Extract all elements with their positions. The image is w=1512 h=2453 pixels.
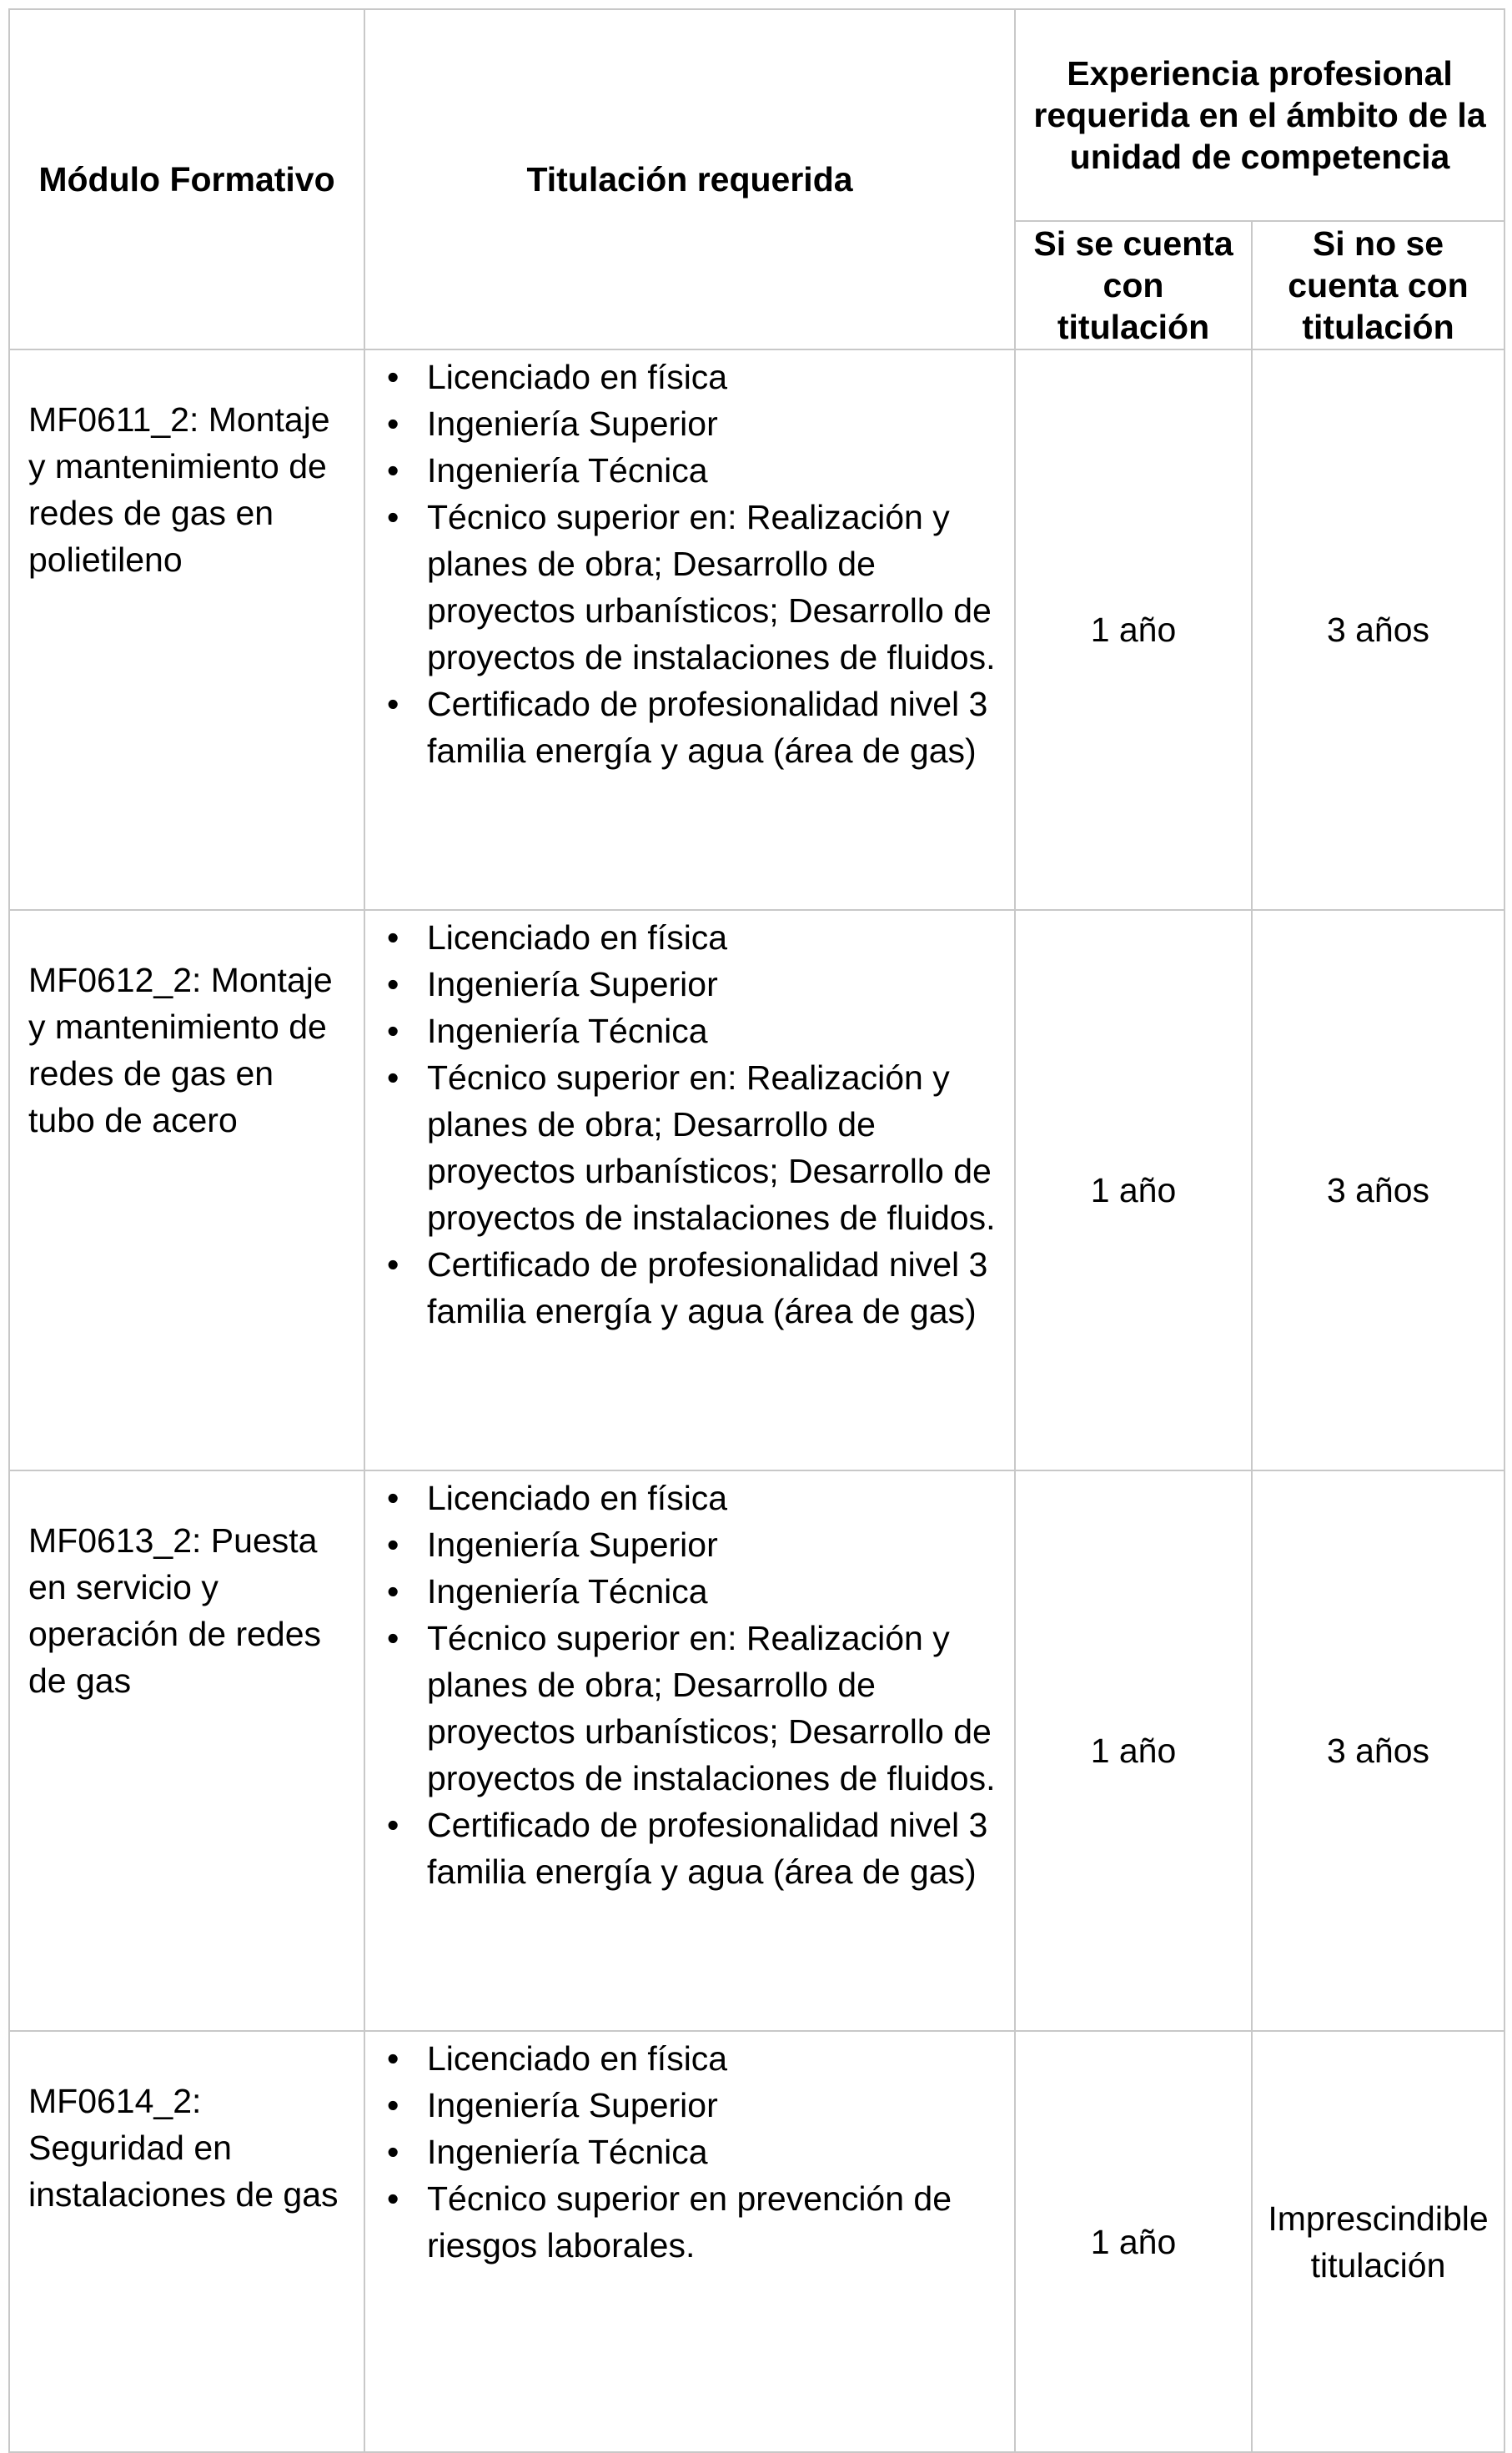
titulacion-list-item: • Ingeniería Técnica [427,2129,1006,2175]
titulacion-cell [364,1470,1015,2031]
modulo-formativo-cell: MF0611_2: Montaje y mantenimiento de redes de gas en polietileno [9,349,364,910]
titulacion-list-item: • Ingeniería Técnica [427,1568,1006,1615]
modulo-formativo-cell: MF0612_2: Montaje y mantenimiento de redes de gas en tubo de acero [9,910,364,1470]
table-row [9,349,1504,910]
experiencia-con-titulacion-cell: 1 año [1015,349,1252,910]
table-body [9,349,1504,2452]
experiencia-sin-titulacion-cell: Imprescindible titulación [1252,2031,1504,2452]
header-con-titulacion: Si se cuenta con titulación [1015,221,1252,349]
titulacion-list-item: • Ingeniería Superior [427,961,1006,1008]
titulacion-list-item: • Licenciado en física [427,2035,1006,2082]
header-sin-titulacion: Si no se cuenta con titulación [1252,221,1504,349]
titulacion-list-item: • Licenciado en física [427,1475,1006,1521]
table-row [9,2031,1504,2452]
experiencia-con-titulacion-cell: 1 año [1015,1470,1252,2031]
experiencia-con-titulacion-cell: 1 año [1015,2031,1252,2452]
requirements-table [8,8,1505,2453]
titulacion-list-item: • Certificado de profesionalidad nivel 3 familia energía y agua (área de gas) [427,681,1006,774]
titulacion-list-item: • Certificado de profesionalidad nivel 3 familia energía y agua (área de gas) [427,1241,1006,1335]
titulacion-list [365,2035,1006,2269]
header-titulacion-requerida: Titulación requerida [364,9,1015,349]
titulacion-list-item: • Técnico superior en: Realización y planes de obra; Desarrollo de proyectos urbanísticos; Desarrollo de proyectos de instalaciones de fluidos. [427,494,1006,681]
experiencia-sin-titulacion-cell: 3 años [1252,910,1504,1470]
modulo-formativo-cell: MF0614_2: Seguridad en instalaciones de gas [9,2031,364,2452]
titulacion-list-item: • Técnico superior en: Realización y planes de obra; Desarrollo de proyectos urbanísticos; Desarrollo de proyectos de instalaciones de fluidos. [427,1615,1006,1802]
titulacion-list-item: • Licenciado en física [427,914,1006,961]
titulacion-list [365,354,1006,774]
titulacion-cell [364,349,1015,910]
titulacion-list-item: • Técnico superior en: Realización y planes de obra; Desarrollo de proyectos urbanísticos; Desarrollo de proyectos de instalaciones de fluidos. [427,1054,1006,1241]
titulacion-cell [364,2031,1015,2452]
modulo-formativo-cell: MF0613_2: Puesta en servicio y operación de redes de gas [9,1470,364,2031]
header-experiencia-profesional: Experiencia profesional requerida en el ámbito de la unidad de competencia [1015,9,1504,221]
titulacion-list-item: • Ingeniería Superior [427,400,1006,447]
titulacion-list [365,1475,1006,1895]
titulacion-list [365,914,1006,1335]
experiencia-sin-titulacion-cell: 3 años [1252,1470,1504,2031]
header-modulo-formativo: Módulo Formativo [9,9,364,349]
titulacion-list-item: • Certificado de profesionalidad nivel 3 familia energía y agua (área de gas) [427,1802,1006,1895]
titulacion-list-item: • Técnico superior en prevención de riesgos laborales. [427,2175,1006,2269]
titulacion-cell [364,910,1015,1470]
titulacion-list-item: • Ingeniería Superior [427,1521,1006,1568]
titulacion-list-item: • Licenciado en física [427,354,1006,400]
experiencia-con-titulacion-cell: 1 año [1015,910,1252,1470]
table-row [9,1470,1504,2031]
titulacion-list-item: • Ingeniería Técnica [427,447,1006,494]
titulacion-list-item: • Ingeniería Técnica [427,1008,1006,1054]
experiencia-sin-titulacion-cell: 3 años [1252,349,1504,910]
titulacion-list-item: • Ingeniería Superior [427,2082,1006,2129]
table-row [9,910,1504,1470]
